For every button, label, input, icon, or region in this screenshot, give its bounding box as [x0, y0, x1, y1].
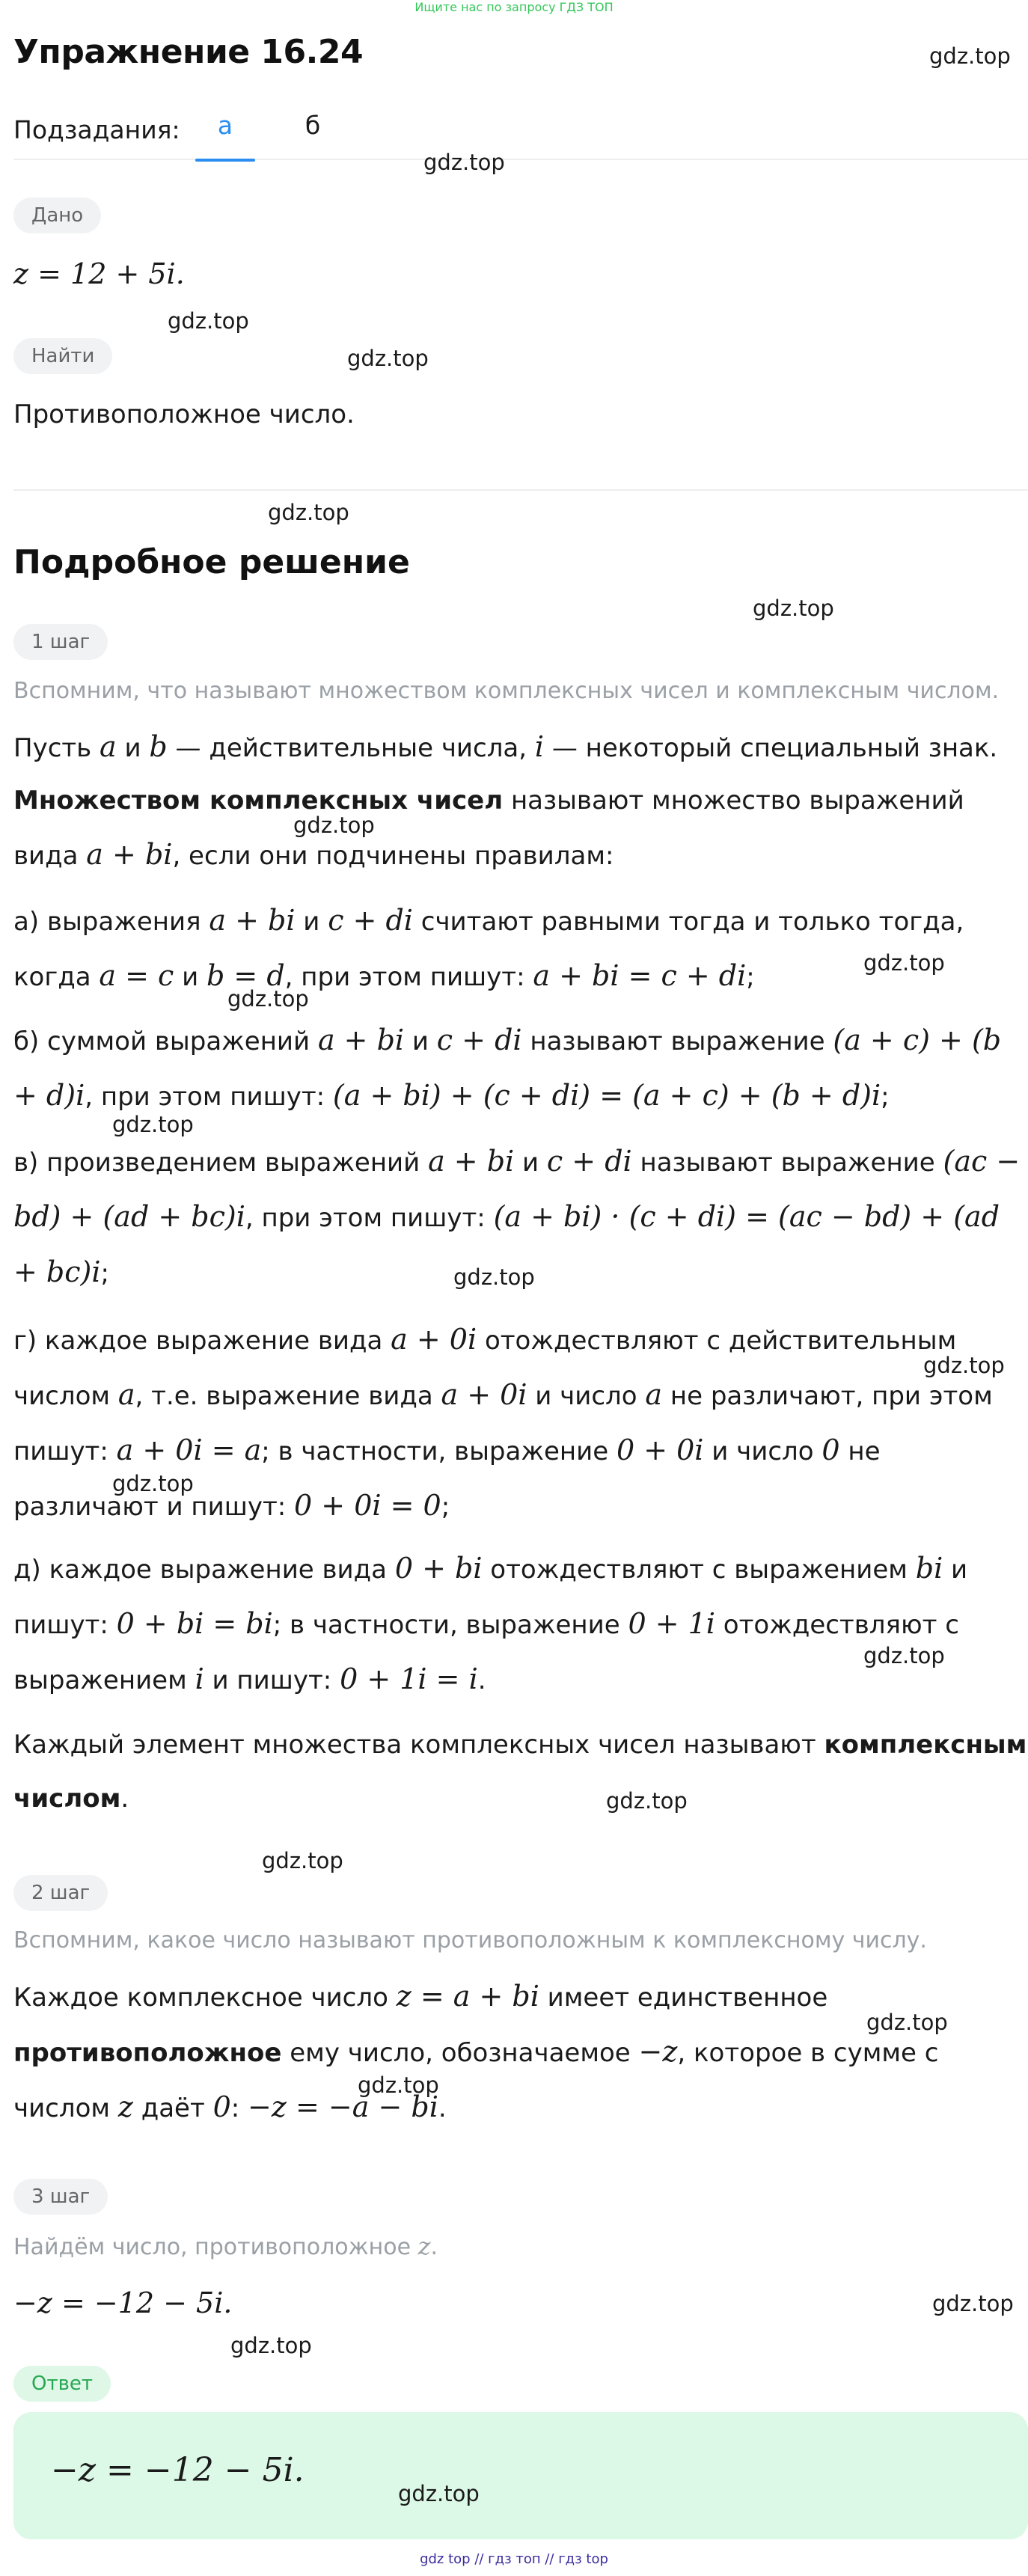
step1-hint: Вспомним, что называют множеством комплексных чисел и комплексным числом.	[13, 678, 1000, 704]
watermark: gdz.top	[347, 346, 429, 371]
page-title: Упражнение 16.24	[13, 33, 364, 71]
watermark: gdz.top	[358, 2072, 439, 2098]
step1-p3: Каждый элемент множества комплексных чисел называют комплексным числом.	[13, 1730, 1027, 1814]
watermark: gdz.top	[453, 1264, 535, 1290]
step3-pill: 3 шаг	[13, 2179, 108, 2215]
watermark: gdz.top	[112, 1471, 194, 1496]
watermark: gdz.top	[932, 2291, 1014, 2316]
step2-p1: Каждое комплексное число z = a + bi имеет единственное противоположное ему число, обозначаемое −z, которое в сумме с числом z даёт 0: −z = −a − bi.	[13, 1980, 939, 2123]
watermark: gdz.top	[112, 1112, 194, 1137]
step1-p1: Пусть a и b — действительные числа, i — некоторый специальный знак.	[13, 730, 998, 763]
watermark: gdz.top	[268, 500, 349, 525]
watermark: gdz.top	[230, 2333, 312, 2358]
watermark: gdz.top	[866, 2010, 948, 2035]
answer-math: −z = −12 − 5i.	[51, 2451, 305, 2489]
rule-d: д) каждое выражение вида 0 + bi отождествляют с выражением bi и пишут: 0 + bi = bi; в частности, выражение 0 + 1i отождествляют с выражением i и пишут: 0 + 1i = i.	[13, 1552, 968, 1695]
rule-g: г) каждое выражение вида a + 0i отождествляют с действительным числом a, т.е. выражение вида a + 0i и число a не различают, при этом пишут: a + 0i = a; в частности, выражение 0 + 0i и число 0 не различают и пишут: 0 + 0i = 0;	[13, 1323, 993, 1522]
step1-p2: Множеством комплексных чисел называют множество выражений вида a + bi, если они подчинены правилам:	[13, 786, 964, 871]
step3-hint: Найдём число, противоположное z.	[13, 2232, 438, 2260]
watermark: gdz.top	[923, 1353, 1005, 1378]
watermark: gdz.top	[293, 813, 375, 838]
answer-box	[13, 2412, 1028, 2539]
rule-a: а) выражения a + bi и c + di считают равными тогда и только тогда, когда a = c и b = d, при этом пишут: a + bi = c + di;	[13, 904, 964, 992]
step2-hint: Вспомним, какое число называют противоположным к комплексному числу.	[13, 1927, 927, 1954]
watermark: gdz.top	[863, 1643, 945, 1668]
watermark: gdz.top	[929, 43, 1011, 69]
watermark: gdz.top	[398, 2481, 480, 2506]
watermark: gdz.top	[227, 986, 309, 1012]
watermark: gdz.top	[168, 308, 249, 334]
tab-subtask-b[interactable]: б	[305, 111, 321, 140]
given-math: z = 12 + 5i.	[13, 257, 185, 290]
step3-result: −z = −12 − 5i.	[13, 2286, 233, 2319]
find-text: Противоположное число.	[13, 400, 355, 429]
rule-v: в) произведением выражений a + bi и c + di называют выражение (ac − bd) + (ad + bc)i, при этом пишут: (a + bi) · (c + di) = (ac − bd) + (ad + bc)i;	[13, 1145, 1021, 1288]
divider	[13, 489, 1028, 491]
subtasks-bar	[13, 111, 1028, 160]
watermark: gdz.top	[863, 950, 945, 976]
given-text	[13, 247, 1028, 302]
answer-pill: Ответ	[13, 2366, 111, 2402]
given-pill: Дано	[13, 198, 101, 233]
watermark: gdz.top	[423, 150, 505, 175]
tab-subtask-a[interactable]: а	[195, 111, 255, 160]
search-hint: Ищите нас по запросу ГДЗ ТОП	[414, 0, 614, 14]
solution-title: Подробное решение	[13, 543, 410, 581]
rule-b: б) суммой выражений a + bi и c + di называют выражение (a + c) + (b + d)i, при этом пишут: (a + bi) + (c + di) = (a + c) + (b + d)i;	[13, 1024, 1002, 1112]
find-pill: Найти	[13, 338, 112, 374]
watermark: gdz.top	[753, 596, 834, 621]
subtasks-label: Подзадания:	[13, 115, 180, 144]
watermark: gdz.top	[606, 1788, 688, 1814]
footer-links[interactable]: gdz top // гдз топ // гдз top	[420, 2551, 608, 2567]
step1-pill: 1 шаг	[13, 624, 108, 660]
watermark: gdz.top	[262, 1848, 343, 1873]
step2-pill: 2 шаг	[13, 1875, 108, 1911]
